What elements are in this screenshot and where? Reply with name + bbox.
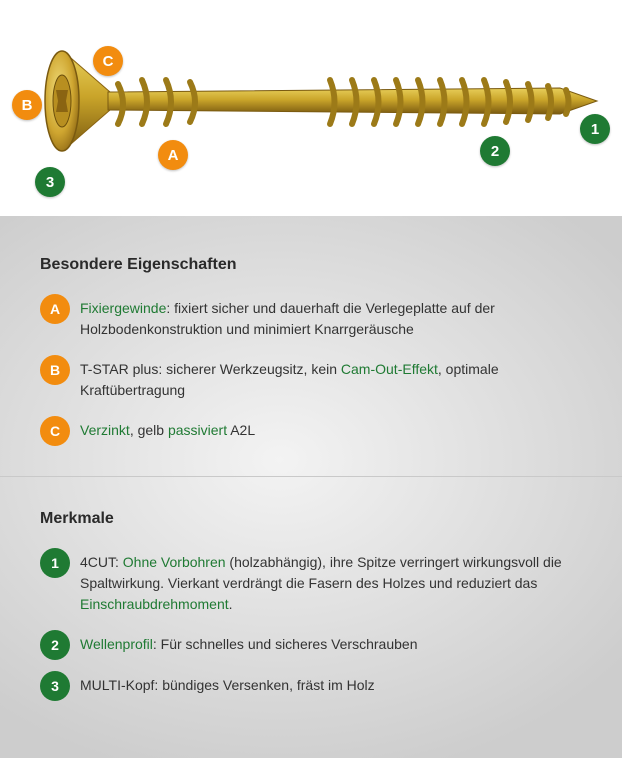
badge-b: B: [40, 355, 70, 385]
feature-desc: : fixiert sicher und dauerhaft die Verlegeplatte auf der Holzbodenkonstruktion und minimiert Knarrgeräusche: [80, 300, 495, 337]
feature-item-3: [40, 675, 590, 701]
section-besondere-eigenschaften: [40, 256, 600, 274]
marker-c: C: [93, 46, 123, 76]
feature-text: [80, 359, 590, 401]
feature-desc: : Für schnelles und sicheres Verschrauben: [152, 636, 418, 652]
feature-desc: 4CUT:: [80, 554, 123, 570]
badge-1: 1: [40, 548, 70, 578]
marker-2: 2: [480, 136, 510, 166]
feature-item-1: [40, 552, 590, 615]
section-title: Merkmale: [40, 510, 114, 527]
feature-desc: A2L: [227, 422, 256, 438]
screw-illustration: [0, 0, 622, 216]
feature-text: [80, 675, 375, 696]
feature-item-c: [40, 420, 590, 446]
link-ohne-vorbohren[interactable]: Ohne Vorbohren: [122, 554, 226, 570]
feature-item-a: [40, 298, 590, 340]
feature-text: [80, 552, 590, 615]
section-title: Besondere Eigenschaften: [40, 256, 237, 273]
feature-desc: T-STAR plus: sicherer Werkzeugsitz, kein: [80, 361, 341, 377]
feature-text: [80, 634, 417, 655]
product-image-area: [0, 0, 622, 216]
link-verzinkt[interactable]: Verzinkt: [80, 422, 130, 438]
marker-b: B: [12, 90, 42, 120]
marker-3: 3: [35, 167, 65, 197]
link-passiviert[interactable]: passiviert: [167, 422, 228, 438]
feature-desc: MULTI-Kopf: bündiges Versenken, fräst im Holz: [80, 677, 375, 693]
section-divider: [0, 476, 622, 477]
feature-desc: , optimale Kraftübertragung: [80, 361, 499, 398]
marker-1: 1: [580, 114, 610, 144]
badge-2: 2: [40, 630, 70, 660]
feature-desc: .: [228, 596, 233, 612]
feature-desc: , gelb: [129, 422, 168, 438]
badge-3: 3: [40, 671, 70, 701]
link-cam-out-effekt[interactable]: Cam-Out-Effekt: [340, 361, 438, 377]
feature-text: [80, 420, 255, 441]
link-wellenprofil[interactable]: Wellenprofil: [80, 636, 153, 652]
link-fixiergewinde[interactable]: Fixiergewinde: [80, 300, 167, 316]
section-merkmale: [40, 510, 600, 528]
badge-c: C: [40, 416, 70, 446]
link-einschraubdrehmoment[interactable]: Einschraubdrehmoment: [80, 596, 229, 612]
marker-a: A: [158, 140, 188, 170]
feature-item-b: [40, 359, 590, 401]
feature-item-2: [40, 634, 590, 660]
feature-desc: (holzabhängig), ihre Spitze verringert wirkungsvoll die Spaltwirkung. Vierkant verdrängt die Fasern des Holzes und reduziert das: [80, 554, 562, 591]
feature-text: [80, 298, 590, 340]
badge-a: A: [40, 294, 70, 324]
